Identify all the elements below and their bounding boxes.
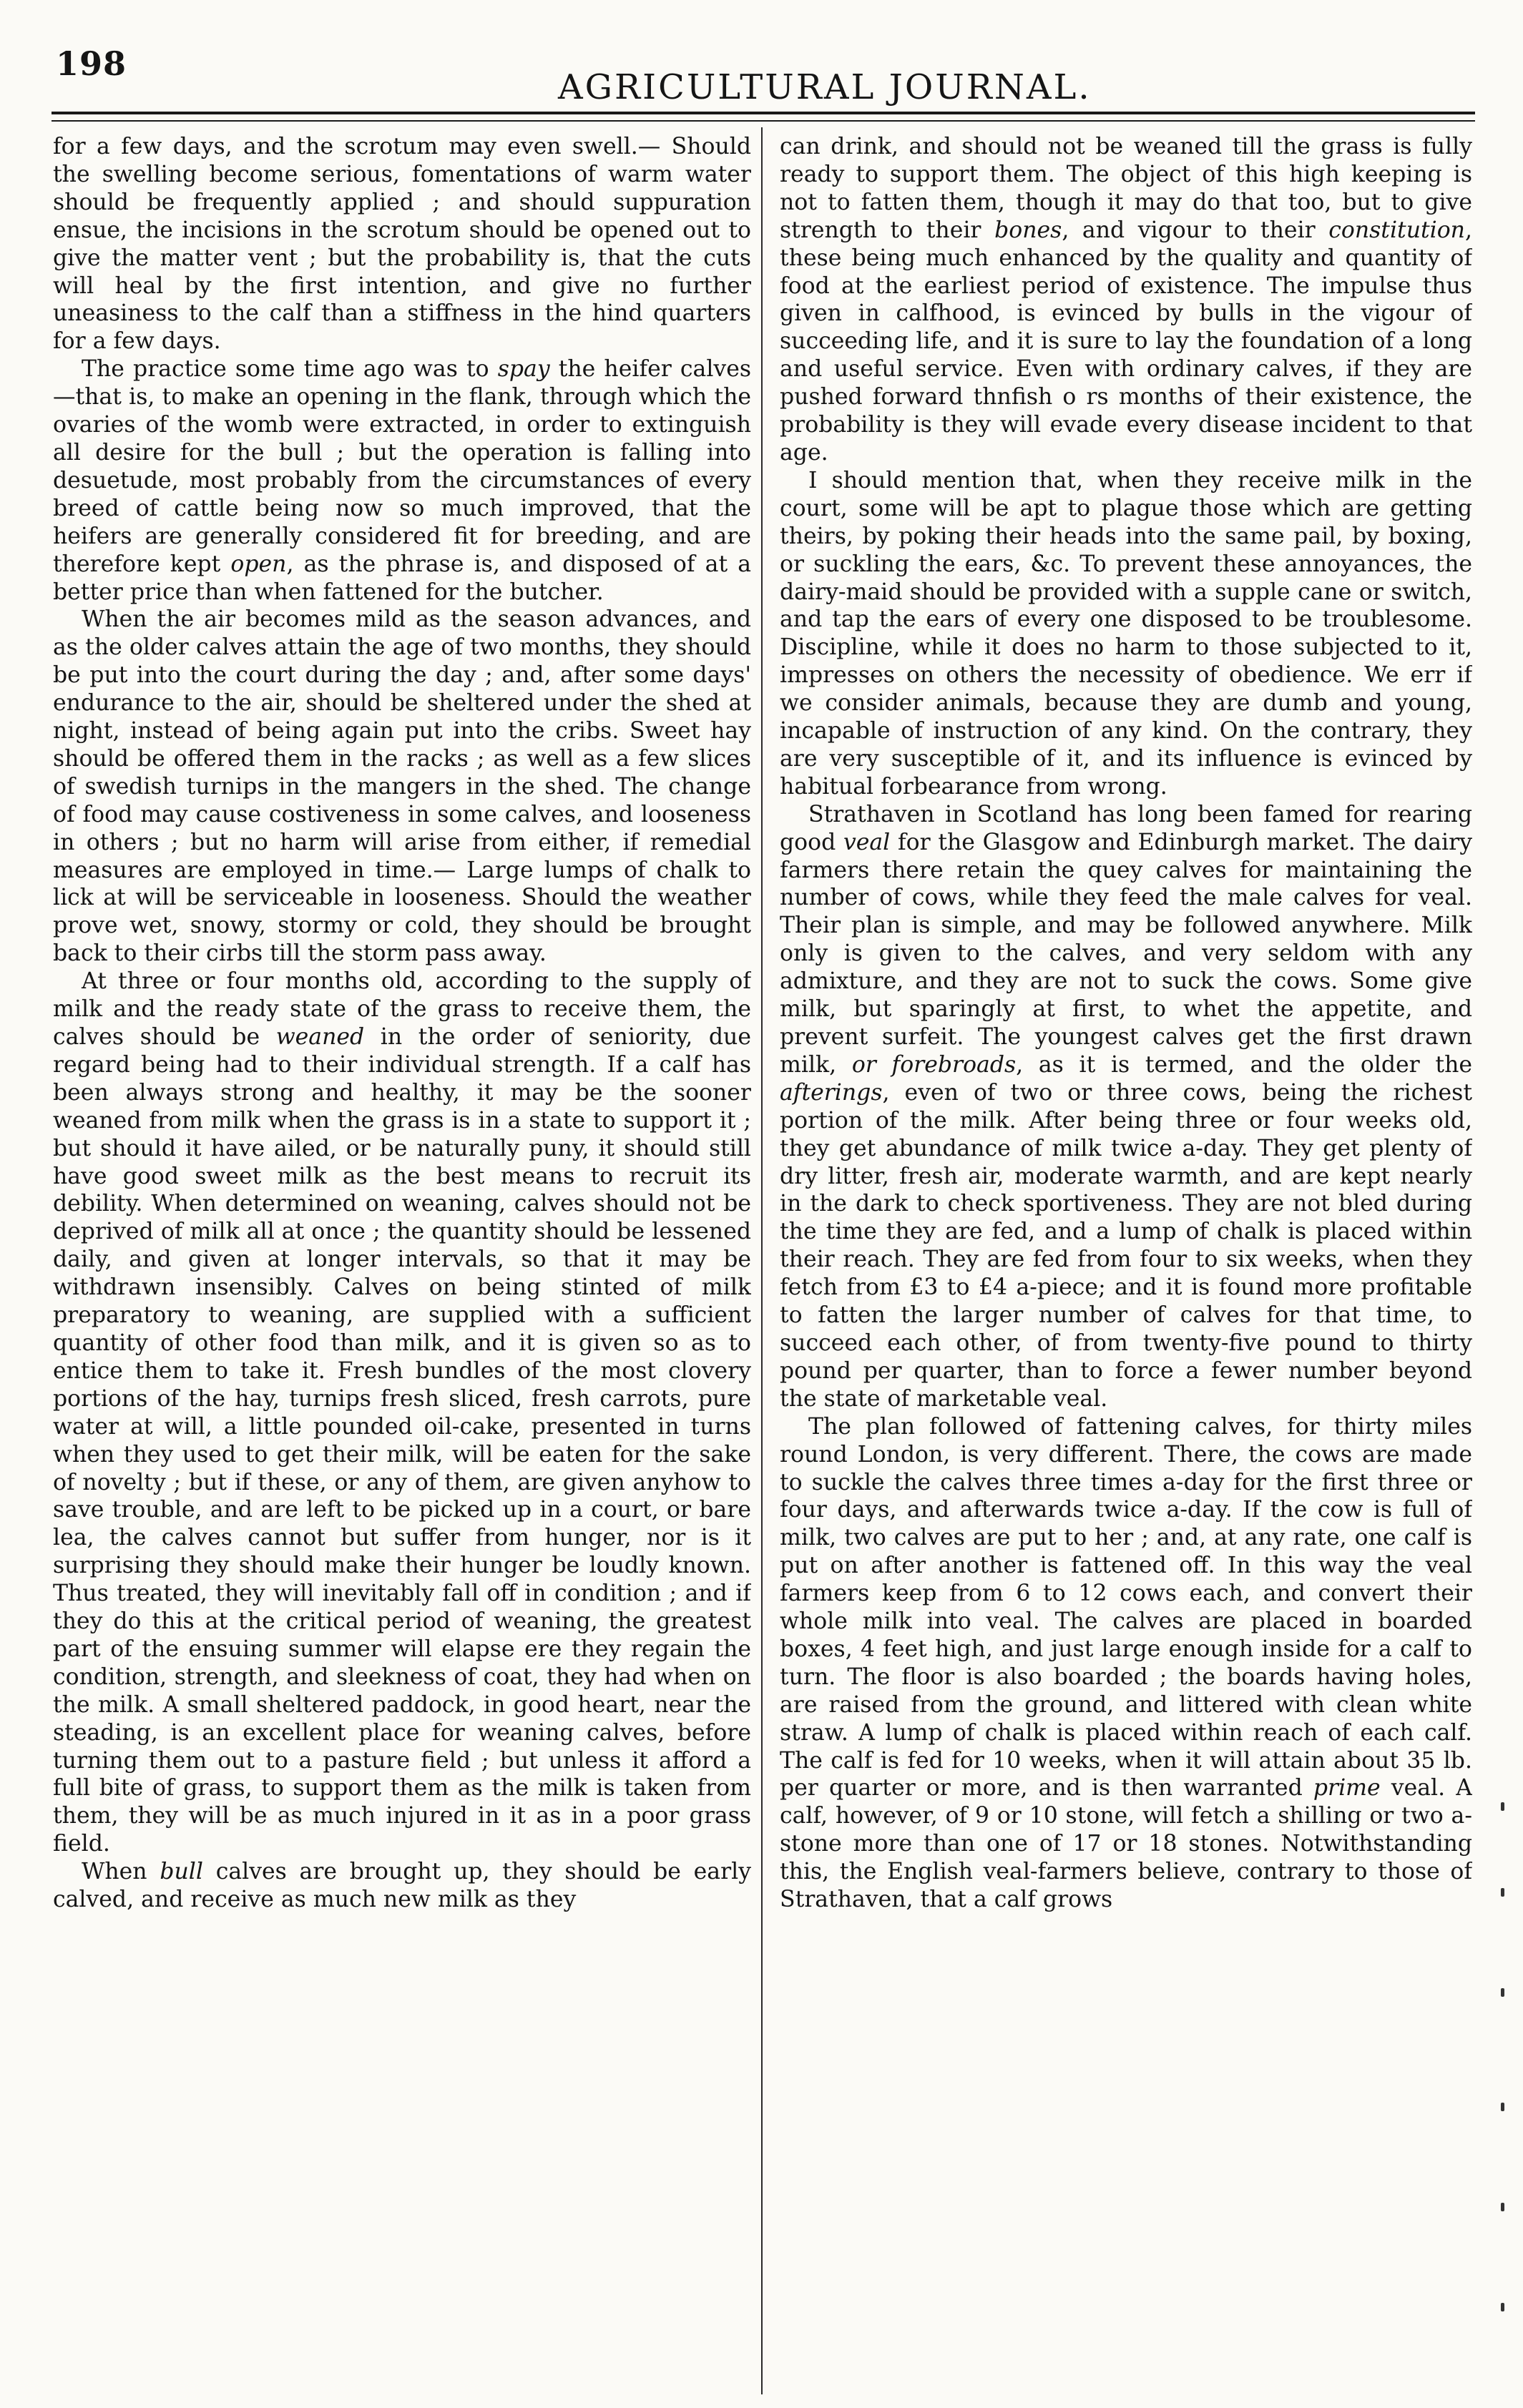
paragraph-weaning: At three or four months old, according to the supply of milk and the ready state of the grass to receive them, the calves should be weaned in the order of seniority, due regard being had to their individual strength. If a calf has been always strong and healthy, it may be the sooner weaned from milk when the grass is in a state to support it ; but should it have ailed, or be naturally puny, it should still have good sweet milk as the best means to recruit its debility. When determined on weaning, calves should not be deprived of milk all at once ; the quantity should be lessened daily, and given at longer intervals, so that it may be withdrawn insensibly. Calves on being stinted of milk preparatory to weaning, are supplied with a sufficient quantity of other food than milk, and it is given so as to entice them to take it. Fresh bundles of the most clovery portions of the hay, turnips fresh sliced, fresh carrots, pure water at will, a little pounded oil-cake, presented in turns when they used to get their milk, will be eaten for the sake of novelty ; but if these, or any of them, are given anyhow to save trouble, and are left to be picked up in a court, or bare lea, the calves cannot but suffer from hunger, nor is it surprising they should make their hunger be loudly known. Thus treated, they will inevitably fall off in condition ; and if they do this at the critical period of weaning, the greatest part of the ensuing summer will elapse ere they regain the condition, strength, and sleekness of coat, they had when on the milk. A small sheltered paddock, in good heart, near the steading, is an excellent place for weaning calves, before turning them out to a pasture field ; but unless it afford a full bite of grass, to support them as the milk is taken from them, they will be as much injured in it as in a poor grass field. xyxy=(53,968,751,1857)
speck xyxy=(1501,2103,1504,2111)
speck xyxy=(1501,1802,1504,1811)
header-rule-thick xyxy=(52,112,1475,114)
paragraph-london-method: The plan followed of fattening calves, for thirty miles round London, is very different. There, the cows are made to suckle the calves three times a-day for the first three or four days, and afterwards twice a-day. If the cow is full of milk, two calves are put to her ; and, at any rate, one calf is put on after another is fattened off. In this way the veal farmers keep from 6 to 12 cows each, and convert their whole milk into veal. The calves are placed in boarded boxes, 4 feet high, and just large enough inside for a calf to turn. The floor is also boarded ; the boards having holes, are raised from the ground, and littered with clean white straw. A lump of chalk is placed within reach of each calf. The calf is fed for 10 weeks, when it will attain about 35 lb. per quarter or more, and is then warranted prime veal. A calf, however, of 9 or 10 stone, will fetch a shilling or two a-stone more than one of 17 or 18 stones. Notwithstanding this, the English veal-farmers believe, contrary to those of Strathaven, that a calf grows xyxy=(780,1413,1472,1913)
right-column xyxy=(780,133,1472,2393)
paragraph-court-turnout: When the air becomes mild as the season advances, and as the older calves attain the age of two months, they should be put into the court during the day ; and, after some days' endurance to the air, should be sheltered under the shed at night, instead of being again put into the cribs. Sweet hay should be offered them in the racks ; as well as a few slices of swedish turnips in the mangers in the shed. The change of food may cause costiveness in some calves, and looseness in others ; but no harm will arise from either, if remedial measures are employed in time.— Large lumps of chalk to lick at will be serviceable in looseness. Should the weather prove wet, snowy, stormy or cold, they should be brought back to their cirbs till the storm pass away. xyxy=(53,606,751,967)
page-number: 198 xyxy=(56,44,127,83)
margin-specks xyxy=(1495,1802,1514,2389)
paragraph-discipline: I should mention that, when they receive milk in the court, some will be apt to plague those which are getting theirs, by poking their heads into the same pail, by boxing, or suckling the ears, &c. To prevent these annoyances, the dairy-maid should be provided with a supple cane or switch, and tap the ears of every one disposed to be troublesome. Discipline, while it does no harm to those subjected to it, impresses on others the necessity of obedience. We err if we consider animals, because they are dumb and young, incapable of instruction of any kind. On the contrary, they are very susceptible of it, and its influence is evinced by habitual forbearance from wrong. xyxy=(780,467,1472,800)
header-rule-thin xyxy=(52,120,1475,122)
paragraph-high-keeping: can drink, and should not be weaned till the grass is fully ready to support them. The object of this high keeping is not to fatten them, though it may do that too, but to give strength to their bones, and vigour to their constitution, these being much enhanced by the quality and quantity of food at the earliest period of existence. The impulse thus given in calfhood, is evinced by bulls in the vigour of succeeding life, and it is sure to lay the foundation of a long and useful service. Even with ordinary calves, if they are pushed forward thnfish o rs months of their existence, the probability is they will evade every disease incident to that age. xyxy=(780,134,1472,466)
paragraph-strathaven: Strathaven in Scotland has long been famed for rearing good veal for the Glasgow and Edinburgh market. The dairy farmers there retain the quey calves for maintaining the number of cows, while they feed the male calves for veal. Their plan is simple, and may be followed anywhere. Milk only is given to the calves, and very seldom with any admixture, and they are not to suck the cows. Some give milk, but sparingly at first, to whet the appetite, and prevent surfeit. The youngest calves get the first drawn milk, or forebroads, as it is termed, and the older the afterings, even of two or three cows, being the richest portion of the milk. After being three or four weeks old, they get abundance of milk twice a-day. They get plenty of dry litter, fresh air, moderate warmth, and are kept nearly in the dark to check sportiveness. They are not bled during the time they are fed, and a lump of chalk is placed within their reach. They are fed from four to six weeks, when they fetch from £3 to £4 a-piece; and it is found more profitable to fatten the larger number of calves for that time, to succeed each other, of from twenty-five pound to thirty pound per quarter, than to force a fewer number beyond the state of marketable veal. xyxy=(780,801,1472,1412)
left-column xyxy=(53,133,751,2393)
speck xyxy=(1501,2303,1504,2311)
column-divider xyxy=(761,127,763,2394)
paragraph-spaying: The practice some time ago was to spay the heifer calves—that is, to make an opening in the flank, through which the ovaries of the womb were extracted, in order to extinguish all desire for the bull ; but the operation is falling into desuetude, most probably from the circumstances of every breed of cattle being now so much improved, that the heifers are generally considered fit for breeding, and are therefore kept open, as the phrase is, and disposed of at a better price than when fattened for the butcher. xyxy=(53,356,751,605)
speck xyxy=(1501,1988,1504,1997)
paragraph-bull-calves: When bull calves are brought up, they should be early calved, and receive as much new milk as they xyxy=(53,1859,751,1913)
speck xyxy=(1501,2203,1504,2211)
running-head: AGRICULTURAL JOURNAL. xyxy=(558,67,1092,107)
paragraph-castration-aftercare: for a few days, and the scrotum may even swell.— Should the swelling become serious, fomentations of warm water should be frequently applied ; and should suppuration ensue, the incisions in the scrotum should be opened out to give the matter vent ; but the probability is, that the cuts will heal by the first intention, and give no further uneasiness to the calf than a stiffness in the hind quarters for a few days. xyxy=(53,134,751,355)
speck xyxy=(1501,1888,1504,1897)
